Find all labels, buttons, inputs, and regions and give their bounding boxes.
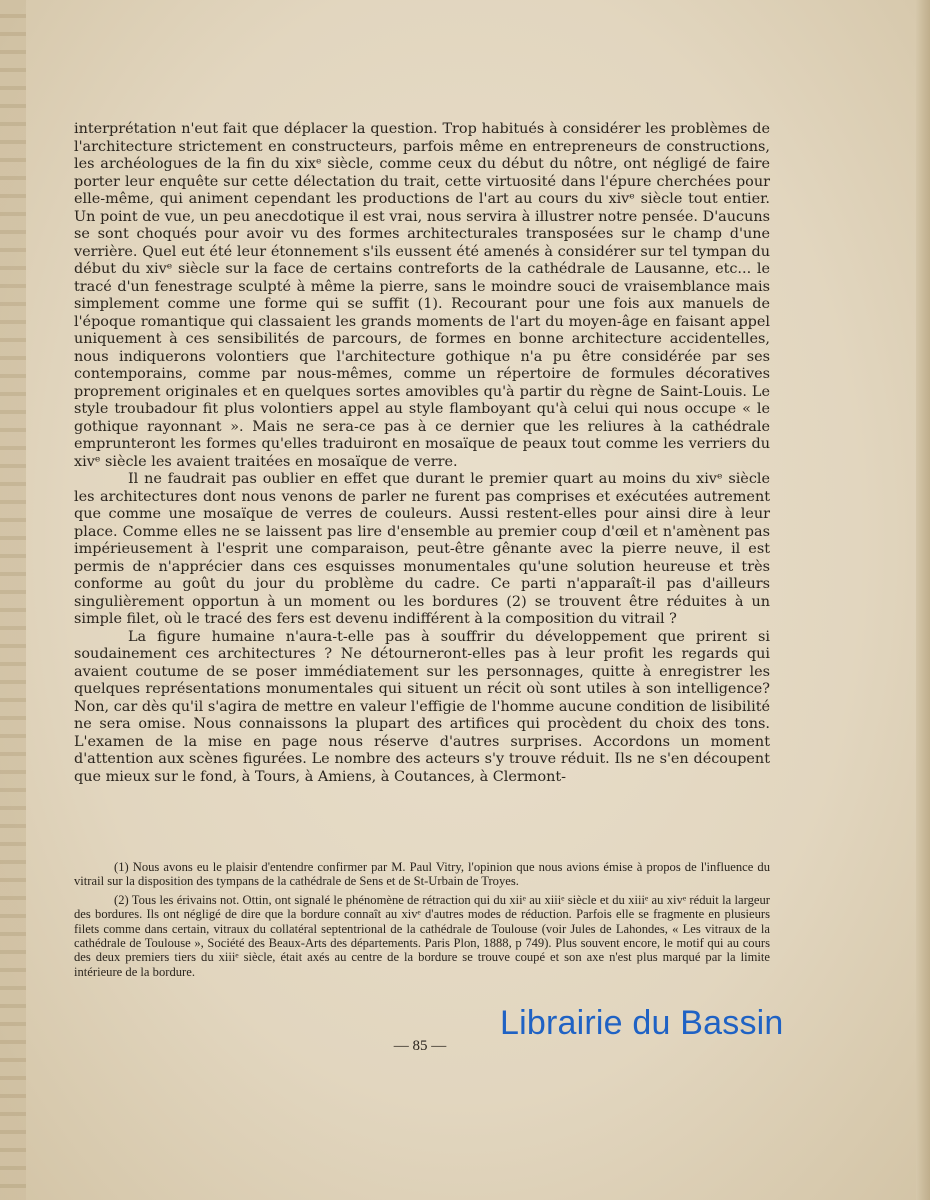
paragraph-3: La figure humaine n'aura-t-elle pas à souffrir du développement que prirent si soudainement ces architectures ? Ne détourneront-elles pas à leur profit les regards qui avaient coutume de se poser immédiatement sur les personnages, quitte à enregistrer les quelques représentations monumentales qui situent un récit où sont utiles à son intelligence? Non, car dès qu'il s'agira de mettre en valeur l'effigie de l'homme aucune condition de lisibilité ne sera omise. Nous connaissons la plupart des artifices qui procèdent du choix des tons. L'examen de la mise en page nous réserve d'autres surprises. Accordons un moment d'attention aux scènes figurées. Le nombre des acteurs s'y trouve réduit. Ils ne s'en découpent que mieux sur le fond, à Tours, à Amiens, à Coutances, à Clermont- xyxy=(74,628,770,785)
footnote-1: (1) Nous avons eu le plaisir d'entendre confirmer par M. Paul Vitry, l'opinion que nous avions émise à propos de l'influence du vitrail sur la disposition des tympans de la cathédrale de Sens et de St-Urbain de Troyes. xyxy=(74,860,770,889)
main-text xyxy=(74,121,770,786)
footnote-2: (2) Tous les érivains not. Ottin, ont signalé le phénomène de rétraction qui du xiiᵉ au xiiiᵉ siècle et du xiiiᵉ au xivᵉ réduit la largeur des bordures. Ils ont négligé de dire que la bordure connaît au xivᵉ d'autres modes de réduction. Parfois elle se fragmente en plusieurs filets comme dans certain, vitraux du collatéral septentrional de la cathédrale de Toulouse (voir Jules de Lahondes, « Les vitraux de la cathédrale de Toulouse », Société des Beaux-Arts des départements. Paris Plon, 1888, p 749). Plus souvent encore, le motif qui au cours des deux premiers tiers du xiiiᵉ siècle, était axés au centre de la bordure se trouve coupé et son axe n'est plus marqué par la limite intérieure de la bordure. xyxy=(74,892,770,979)
page-number: — 85 — xyxy=(393,1038,447,1054)
page-edge-right xyxy=(916,0,930,1200)
bookseller-watermark: Librairie du Bassin xyxy=(500,1004,784,1042)
paragraph-1: interprétation n'eut fait que déplacer la question. Trop habitués à considérer les problèmes de l'architecture strictement en constructeurs, parfois même en entrepreneurs de constructions, les archéologues de la fin du xixᵉ siècle, comme ceux du début du nôtre, ont négligé de faire porter leur enquête sur cette délectation du trait, cette virtuosité dans l'épure cherchées pour elle-même, qui animent cependant les productions de l'art au cours du xivᵉ siècle tout entier. Un point de vue, un peu anecdotique il est vrai, nous servira à illustrer notre pensée. D'aucuns se sont choqués pour avoir vu des formes architecturales transposées sur le champ d'une verrière. Quel eut été leur étonnement s'ils eussent été amenés à considérer sur tel tympan du début du xivᵉ siècle sur la face de certains contreforts de la cathédrale de Lausanne, etc... le tracé d'un fenestrage sculpté à même la pierre, sans le moindre souci de vraisemblance mais simplement comme une forme qui se suffit (1). Recourant pour une fois aux manuels de l'époque romantique qui classaient les grands moments de l'art du moyen-âge en faisant appel uniquement à ces sensibilités de parcours, de formes en bonne architecture accidentelles, nous indiquerons volontiers que l'architecture gothique n'a pu être considérée par ses contemporains, comme par nous-mêmes, comme un répertoire de formules décoratives proprement originales et en quelques sortes amovibles qu'à partir du règne de Saint-Louis. Le style troubadour fit plus volontiers appel au style flamboyant qu'à celui qui nous occupe « le gothique rayonnant ». Mais ne sera-ce pas à ce dernier que les reliures à la cathédrale emprunteront les formes qu'elles traduiront en mosaïque de peaux tout comme les verriers du xivᵉ siècle les avaient traitées en mosaïque de verre. xyxy=(74,121,770,470)
page-gutter-left xyxy=(0,0,26,1200)
paragraph-2: Il ne faudrait pas oublier en effet que durant le premier quart au moins du xivᵉ siècle les architectures dont nous venons de parler ne furent pas comprises et exécutées autrement que comme une mosaïque de verres de couleurs. Aussi restent-elles pour ainsi dire à leur place. Comme elles ne se laissent pas lire d'ensemble au premier coup d'œil et n'amènent pas impérieusement à l'esprit une comparaison, peut-être gênante avec la pierre neuve, il est permis de n'apprécier dans ces esquisses monumentales qu'une solution heureuse et très conforme au goût du jour du problème du cadre. Ce parti n'apparaît-il pas d'ailleurs singulièrement opportun à un moment ou les bordures (2) se trouvent être réduites à un simple filet, où le tracé des fers est devenu indifférent à la composition du vitrail ? xyxy=(74,471,770,627)
footnotes xyxy=(74,860,770,983)
